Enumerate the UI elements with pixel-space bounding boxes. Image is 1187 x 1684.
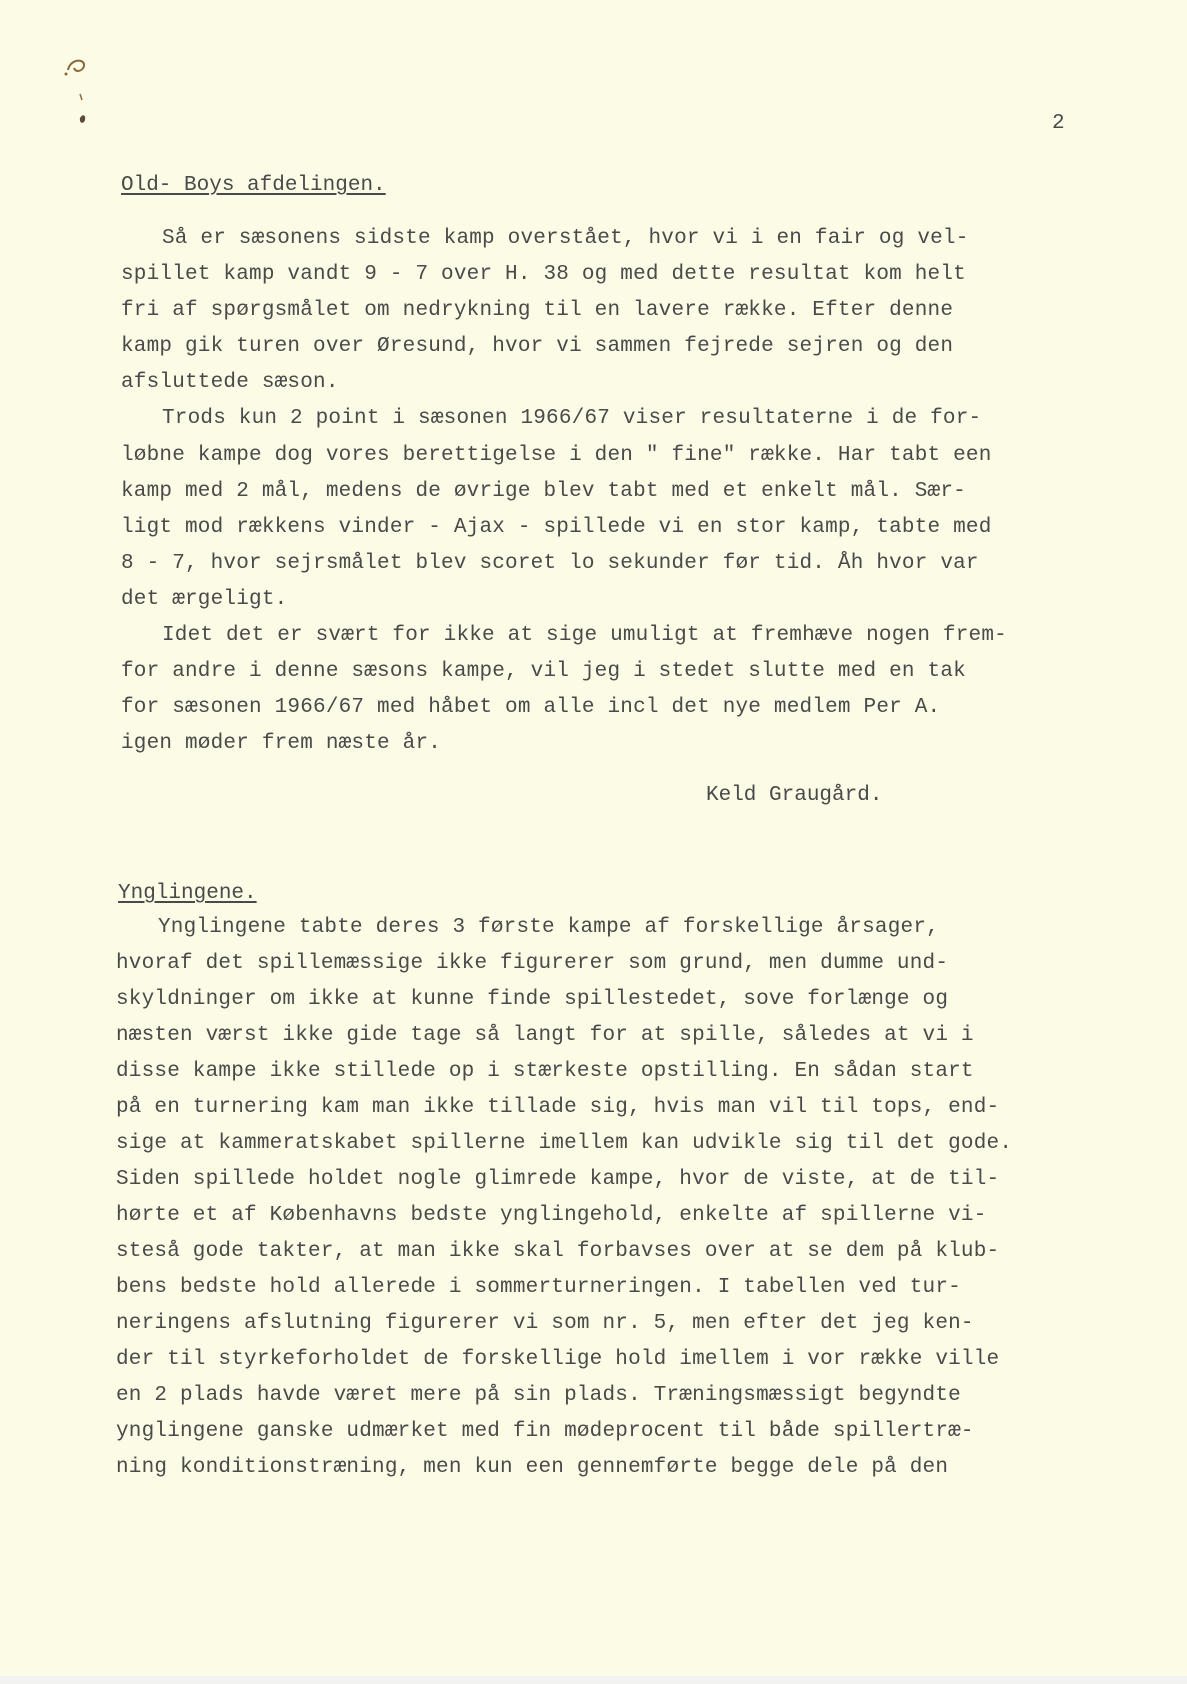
paragraph-line: en 2 plads havde været mere på sin plads. Træningsmæssigt begyndte	[116, 1384, 961, 1407]
paragraph-line: kamp gik turen over Øresund, hvor vi sammen fejrede sejren og den	[121, 335, 954, 358]
paragraph-line: Så er sæsonens sidste kamp overstået, hvor vi i en fair og vel-	[162, 227, 969, 250]
signature: Keld Graugård.	[706, 784, 883, 807]
handwritten-marks	[60, 54, 100, 134]
paragraph-line: på en turnering kam man ikke tillade sig, hvis man vil til tops, end-	[116, 1096, 1000, 1119]
paragraph-line: 8 - 7, hvor sejrsmålet blev scoret lo sekunder før tid. Åh hvor var	[121, 552, 979, 575]
paragraph-line: ning konditionstræning, men kun een gennemførte begge dele på den	[116, 1456, 949, 1479]
paragraph-line: ligt mod rækkens vinder - Ajax - spillede vi en stor kamp, tabte med	[121, 516, 992, 539]
paragraph-line: neringens afslutning figurerer vi som nr. 5, men efter det jeg ken-	[116, 1312, 974, 1335]
paragraph-line: steså gode takter, at man ikke skal forbavses over at se dem på klub-	[116, 1240, 1000, 1263]
paragraph-line: Trods kun 2 point i sæsonen 1966/67 viser resultaterne i de for-	[162, 407, 982, 430]
paragraph-line: næsten værst ikke gide tage så langt for at spille, således at vi i	[116, 1024, 974, 1047]
section-title-ynglingene: Ynglingene.	[118, 882, 257, 905]
section-title-old-boys: Old- Boys afdelingen.	[121, 174, 386, 197]
paragraph-line: hørte et af Københavns bedste ynglingehold, enkelte af spillerne vi-	[116, 1204, 987, 1227]
paragraph-line: spillet kamp vandt 9 - 7 over H. 38 og med dette resultat kom helt	[121, 263, 966, 286]
paragraph-line: for andre i denne sæsons kampe, vil jeg i stedet slutte med en tak	[121, 660, 966, 683]
paragraph-line: Idet det er svært for ikke at sige umuligt at fremhæve nogen frem-	[162, 624, 1007, 647]
paragraph-line: skyldninger om ikke at kunne finde spillestedet, sove forlænge og	[116, 988, 949, 1011]
paragraph-line: fri af spørgsmålet om nedrykning til en lavere række. Efter denne	[121, 299, 954, 322]
paragraph-line: afsluttede sæson.	[121, 371, 339, 394]
paragraph-line: løbne kampe dog vores berettigelse i den " fine" række. Har tabt een	[121, 444, 992, 467]
paragraph-line: Ynglingene tabte deres 3 første kampe af forskellige årsager,	[158, 916, 939, 939]
paragraph-line: ynglingene ganske udmærket med fin mødeprocent til både spillertræ-	[116, 1420, 974, 1443]
paragraph-line: disse kampe ikke stillede op i stærkeste opstilling. En sådan start	[116, 1060, 974, 1083]
paragraph-line: det ærgeligt.	[121, 588, 288, 611]
page-number: 2	[1052, 112, 1065, 135]
paragraph-line: hvoraf det spillemæssige ikke figurerer som grund, men dumme und-	[116, 952, 949, 975]
paragraph-line: sige at kammeratskabet spillerne imellem kan udvikle sig til det gode.	[116, 1132, 1013, 1155]
paragraph-line: for sæsonen 1966/67 med håbet om alle incl det nye medlem Per A.	[121, 696, 941, 719]
paragraph-line: Siden spillede holdet nogle glimrede kampe, hvor de viste, at de til-	[116, 1168, 1000, 1191]
paragraph-line: igen møder frem næste år.	[121, 732, 442, 755]
paragraph-line: der til styrkeforholdet de forskellige hold imellem i vor række ville	[116, 1348, 1000, 1371]
paragraph-line: bens bedste hold allerede i sommerturneringen. I tabellen ved tur-	[116, 1276, 961, 1299]
paragraph-line: kamp med 2 mål, medens de øvrige blev tabt med et enkelt mål. Sær-	[121, 480, 966, 503]
page-bottom-edge	[0, 1676, 1187, 1684]
